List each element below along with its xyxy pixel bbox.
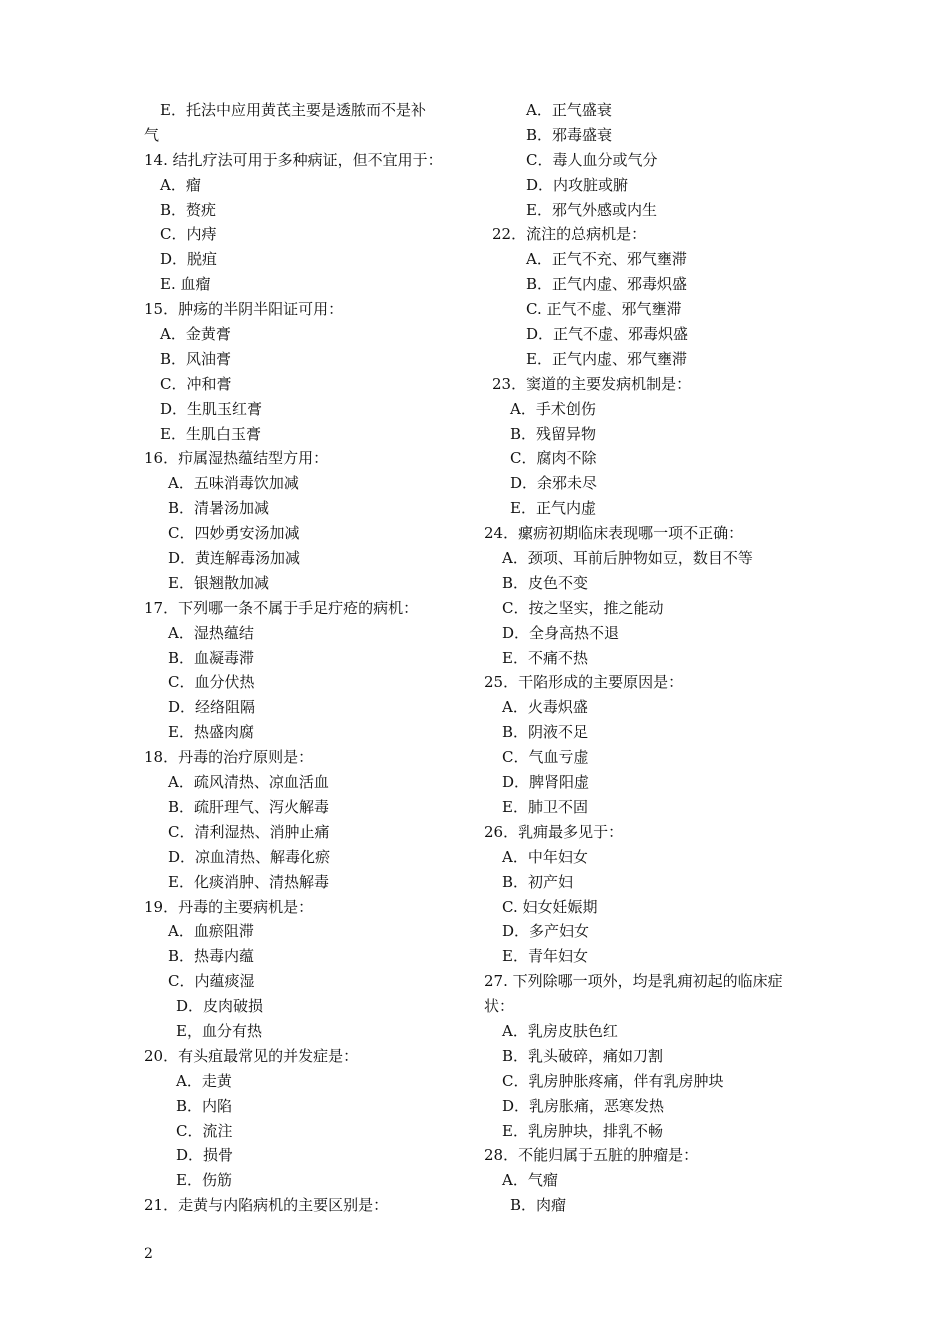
- text-line: 21．走黄与内陷病机的主要区别是：: [144, 1196, 389, 1215]
- text-line: E．银翘散加减: [168, 573, 269, 592]
- text-line: 27. 下列除哪一项外，均是乳痈初起的临床症: [484, 972, 783, 991]
- text-line: D．皮肉破损: [176, 997, 264, 1016]
- text-line: B．乳头破碎，痛如刀割: [502, 1046, 664, 1065]
- text-line: 25．干陷形成的主要原因是：: [484, 673, 684, 692]
- text-line: D．乳房胀痛，恶寒发热: [502, 1096, 665, 1115]
- text-line: 28．不能归属于五脏的肿瘤是：: [484, 1146, 699, 1165]
- text-line: 15．肿疡的半阴半阳证可用：: [144, 300, 344, 319]
- text-line: D．余邪未尽: [510, 474, 598, 493]
- text-line: D．全身高热不退: [502, 623, 620, 642]
- text-line: C．冲和膏: [160, 374, 232, 393]
- text-line: E．生肌白玉膏: [160, 424, 261, 443]
- text-line: C．清利湿热、消肿止痛: [168, 822, 330, 841]
- text-line: 26．乳痈最多见于：: [484, 822, 624, 841]
- text-line: B．风油膏: [160, 349, 232, 368]
- text-line: E．热盛肉腐: [168, 723, 254, 742]
- text-line: E．托法中应用黄芪主要是透脓而不是补: [160, 101, 426, 119]
- text-line: A．中年妇女: [502, 847, 588, 866]
- text-line: B．初产妇: [502, 872, 574, 891]
- text-line: B．皮色不变: [502, 573, 589, 592]
- text-line: E．正气内虚: [510, 499, 596, 518]
- text-line: B．邪毒盛衰: [526, 125, 613, 144]
- text-line: C．内蕴痰湿: [168, 972, 255, 991]
- text-line: D．损骨: [176, 1146, 234, 1165]
- text-line: A．颈项、耳前后肿物如豆，数目不等: [502, 549, 753, 568]
- text-line: A．湿热蕴结: [168, 623, 254, 642]
- text-line: A．血瘀阻滞: [168, 922, 254, 941]
- text-line: D．正气不虚、邪毒炽盛: [526, 325, 689, 344]
- text-line: A．金黄膏: [160, 325, 231, 344]
- text-line: E，血分有热: [176, 1021, 262, 1040]
- text-line: A．正气不充、邪气壅滞: [526, 250, 687, 269]
- text-line: C．按之坚实，推之能动: [502, 598, 664, 617]
- text-line: A．气瘤: [502, 1171, 558, 1190]
- text-line: D．脱疽: [160, 250, 218, 269]
- text-line: 17．下列哪一条不属于手足疔疮的病机：: [144, 598, 419, 617]
- text-line: E．伤筋: [176, 1171, 232, 1190]
- text-line: B．赘疣: [160, 200, 217, 219]
- left-column: [144, 98, 464, 1218]
- text-line: D．经络阻隔: [168, 698, 256, 717]
- text-line: A．五味消毒饮加减: [168, 474, 299, 493]
- text-line: B．内陷: [176, 1096, 233, 1115]
- text-line: 状：: [484, 997, 515, 1016]
- text-line: C．腐肉不除: [510, 449, 597, 468]
- text-line: C．血分伏热: [168, 673, 255, 692]
- text-line: D．内攻脏或腑: [526, 175, 629, 194]
- text-line: E．正气内虚、邪气壅滞: [526, 349, 687, 368]
- text-line: 20．有头疽最常见的并发症是：: [144, 1046, 359, 1065]
- text-line: 23．窦道的主要发病机制是：: [492, 374, 692, 393]
- text-line: B．残留异物: [510, 424, 597, 443]
- text-line: B．热毒内蕴: [168, 947, 255, 966]
- text-line: C．流注: [176, 1121, 233, 1140]
- text-line: E．不痛不热: [502, 648, 588, 667]
- text-line: B．清暑汤加减: [168, 499, 270, 518]
- text-line: D．多产妇女: [502, 922, 590, 941]
- text-line: E．化痰消肿、清热解毒: [168, 872, 329, 891]
- text-line: B．血凝毒滞: [168, 648, 255, 667]
- text-line: A．乳房皮肤色红: [502, 1021, 618, 1040]
- text-line: A．走黄: [176, 1071, 232, 1090]
- text-line: A．疏风清热、凉血活血: [168, 773, 329, 792]
- text-line: E. 血瘤: [160, 275, 211, 294]
- text-line: A．火毒炽盛: [502, 698, 588, 717]
- text-line: 24．瘰疬初期临床表现哪一项不正确：: [484, 524, 744, 543]
- text-line: D．脾肾阳虚: [502, 773, 590, 792]
- text-line: E．青年妇女: [502, 947, 588, 966]
- text-line: C．乳房肿胀疼痛，伴有乳房肿块: [502, 1071, 724, 1090]
- text-line: C. 妇女妊娠期: [502, 897, 598, 916]
- text-line: A．手术创伤: [510, 399, 596, 418]
- text-line: C．内痔: [160, 225, 217, 244]
- text-line: D．生肌玉红膏: [160, 399, 263, 418]
- text-line: 22．流注的总病机是：: [492, 225, 647, 244]
- text-line: B．阴液不足: [502, 723, 589, 742]
- text-line: C．毒人血分或气分: [526, 150, 658, 169]
- page-number: 2: [144, 1246, 153, 1262]
- text-line: 19．丹毒的主要病机是：: [144, 897, 314, 916]
- text-line: D．黄连解毒汤加减: [168, 549, 301, 568]
- text-line: B．正气内虚、邪毒炽盛: [526, 275, 688, 294]
- text-line: 气: [144, 125, 160, 144]
- text-line: C．四妙勇安汤加减: [168, 524, 300, 543]
- text-line: B．疏肝理气、泻火解毒: [168, 797, 330, 816]
- text-line: E．邪气外感或内生: [526, 200, 657, 219]
- text-line: E．乳房肿块，排乳不畅: [502, 1121, 663, 1140]
- text-line: 16．疖属湿热蕴结型方用：: [144, 449, 329, 468]
- text-line: A．正气盛衰: [526, 101, 612, 119]
- text-line: 14. 结扎疗法可用于多种病证，但不宜用于：: [144, 150, 443, 169]
- text-line: A．瘤: [160, 175, 201, 194]
- text-line: B．肉瘤: [510, 1196, 567, 1215]
- text-line: 18．丹毒的治疗原则是：: [144, 748, 314, 767]
- right-column: [484, 98, 814, 1218]
- text-line: C．气血亏虚: [502, 748, 589, 767]
- text-line: D．凉血清热、解毒化瘀: [168, 847, 331, 866]
- text-line: C. 正气不虚、邪气壅滞: [526, 300, 682, 319]
- text-line: E．肺卫不固: [502, 797, 588, 816]
